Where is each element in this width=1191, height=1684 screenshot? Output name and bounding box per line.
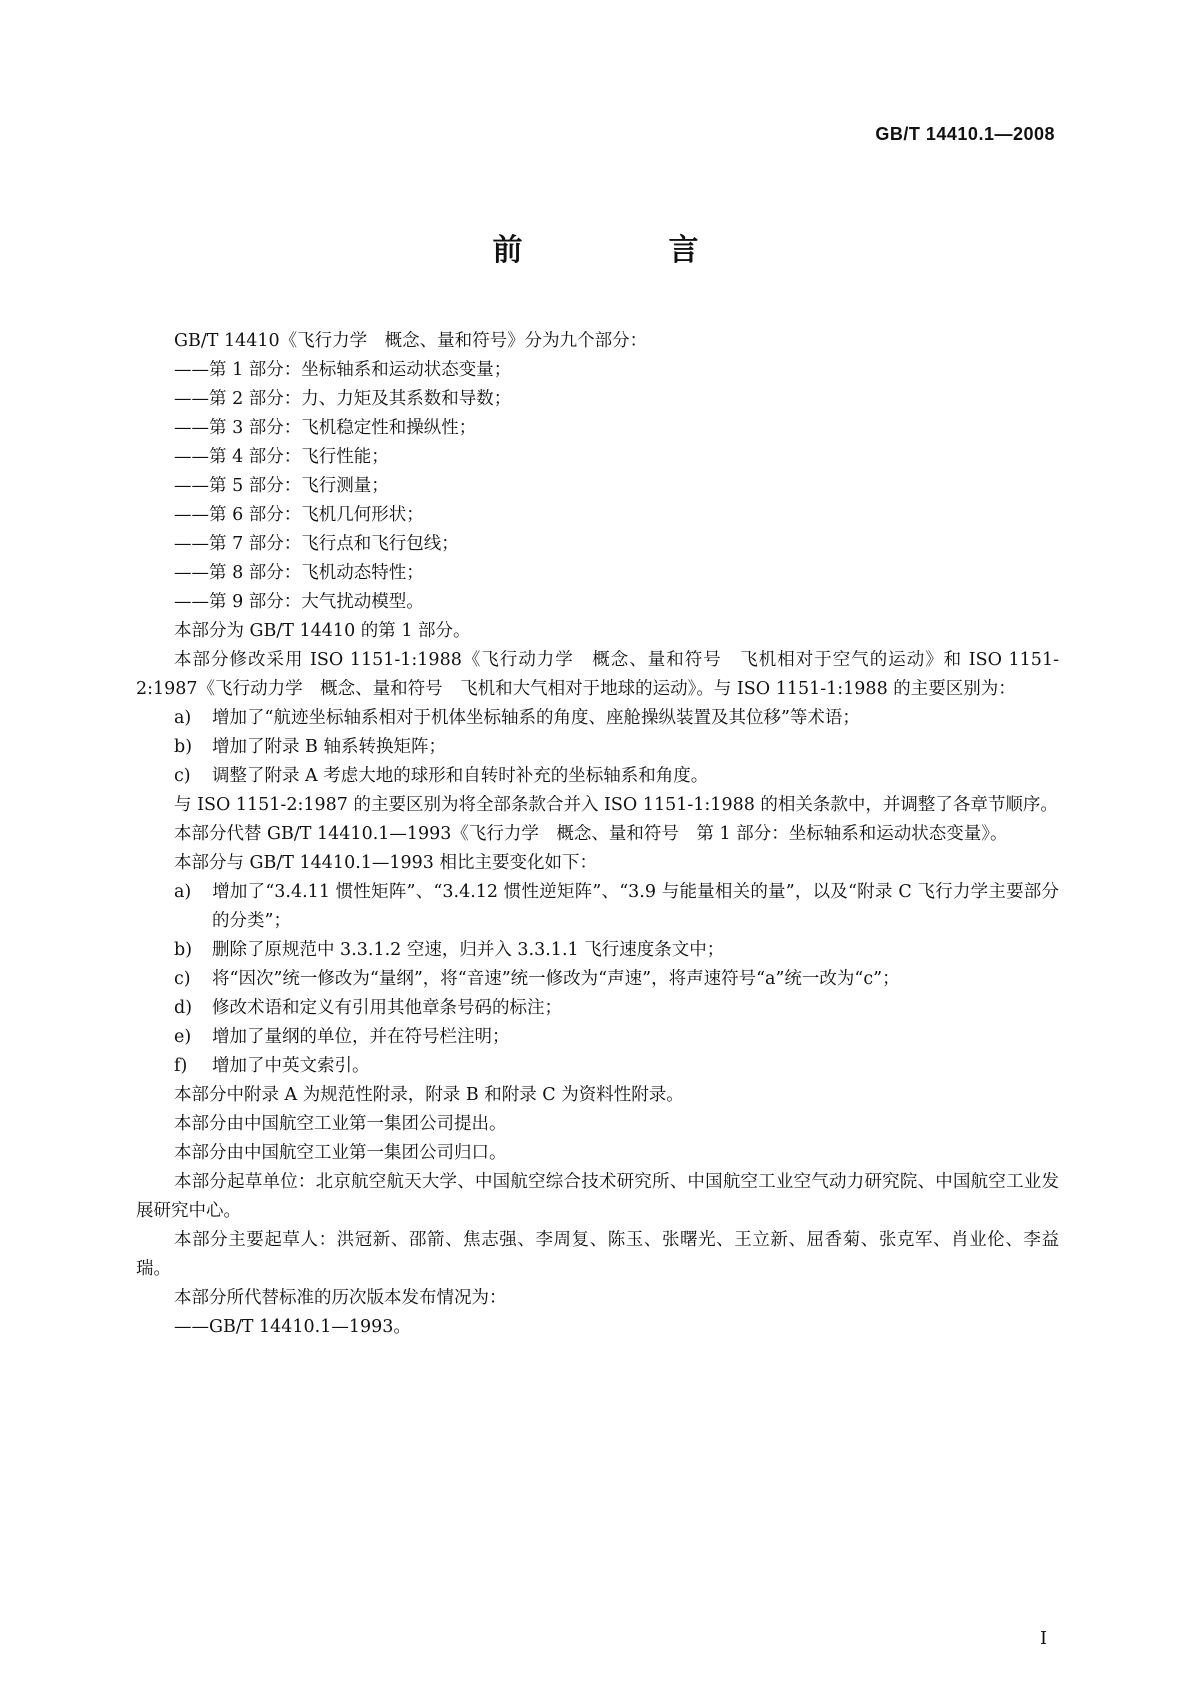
changes-paragraph: 本部分与 GB/T 14410.1—1993 相比主要变化如下： — [174, 853, 597, 873]
item-label: c) — [174, 766, 191, 786]
change-item — [136, 1023, 1059, 1052]
drafters-paragraph: 本部分主要起草人：洪冠新、邵箭、焦志强、李周复、陈玉、张曙光、王立新、屈香菊、张克军、肖业伦、李益瑞。 — [136, 1230, 1059, 1279]
replace-paragraph: 本部分代替 GB/T 14410.1—1993《飞行力学 概念、量和符号 第 1 部分：坐标轴系和运动状态变量》。 — [174, 824, 1008, 844]
part-item: ——第 3 部分：飞机稳定性和操纵性； — [174, 418, 477, 438]
foreword-body — [136, 327, 1059, 1342]
part-item: ——第 6 部分：飞机几何形状； — [174, 505, 424, 525]
page-number: I — [1040, 1628, 1048, 1649]
history-item: ——GB/T 14410.1—1993。 — [174, 1317, 411, 1337]
part1-paragraph: 本部分为 GB/T 14410 的第 1 部分。 — [174, 621, 471, 641]
iso-paragraph: 本部分修改采用 ISO 1151-1:1988《飞行动力学 概念、量和符号 飞机相对于空气的运动》和 ISO 1151-2:1987《飞行动力学 概念、量和符号 飞机和大气相对于地球的运动》。与 ISO 1151-1:1988 的主要区别为： — [136, 650, 1059, 699]
part-item: ——第 4 部分：飞行性能； — [174, 447, 389, 467]
item-label: a) — [174, 882, 192, 902]
iso-diff-item — [136, 704, 1059, 733]
part-item: ——第 7 部分：飞行点和飞行包线； — [174, 534, 459, 554]
intro-paragraph: GB/T 14410《飞行力学 概念、量和符号》分为九个部分： — [174, 331, 648, 351]
item-text: 修改术语和定义有引用其他章条号码的标注； — [212, 998, 562, 1018]
item-text: 增加了量纲的单位，并在符号栏注明； — [212, 1027, 510, 1047]
annex-paragraph: 本部分中附录 A 为规范性附录，附录 B 和附录 C 为资料性附录。 — [174, 1085, 684, 1105]
part-item: ——第 1 部分：坐标轴系和运动状态变量； — [174, 360, 512, 380]
item-label: f) — [174, 1056, 188, 1076]
change-item — [136, 965, 1059, 994]
iso2-paragraph: 与 ISO 1151-2:1987 的主要区别为将全部条款合并入 ISO 1151-1:1988 的相关条款中，并调整了各章节顺序。 — [174, 795, 1058, 815]
item-label: b) — [174, 737, 193, 757]
page-title: 前 言 — [492, 233, 757, 268]
item-text: 增加了附录 B 轴系转换矩阵； — [212, 737, 446, 757]
item-text: 增加了“航迹坐标轴系相对于机体坐标轴系的角度、座舱操纵装置及其位移”等术语； — [212, 708, 860, 728]
item-text: 增加了中英文索引。 — [212, 1056, 370, 1076]
standard-code: GB/T 14410.1—2008 — [875, 124, 1055, 144]
item-label: c) — [174, 969, 191, 989]
proposer-paragraph: 本部分由中国航空工业第一集团公司提出。 — [174, 1114, 507, 1134]
iso-diff-item — [136, 733, 1059, 762]
change-item — [136, 878, 1059, 936]
part-item: ——第 2 部分：力、力矩及其系数和导数； — [174, 389, 512, 409]
history-paragraph: 本部分所代替标准的历次版本发布情况为： — [174, 1288, 507, 1308]
item-text: 调整了附录 A 考虑大地的球形和自转时补充的坐标轴系和角度。 — [212, 766, 709, 786]
drafting-units-paragraph: 本部分起草单位：北京航空航天大学、中国航空综合技术研究所、中国航空工业空气动力研究院、中国航空工业发展研究中心。 — [136, 1172, 1059, 1221]
item-label: e) — [174, 1027, 192, 1047]
iso-diff-item — [136, 762, 1059, 791]
item-text: 增加了“3.4.11 惯性矩阵”、“3.4.12 惯性逆矩阵”、“3.9 与能量相关的量”，以及“附录 C 飞行力学主要部分的分类”； — [212, 882, 1059, 931]
part-item: ——第 5 部分：飞行测量； — [174, 476, 389, 496]
item-label: a) — [174, 708, 192, 728]
change-item — [136, 994, 1059, 1023]
item-text: 将“因次”统一修改为“量纲”，将“音速”统一修改为“声速”，将声速符号“a”统一改为“c”； — [212, 969, 900, 989]
item-text: 删除了原规范中 3.3.1.2 空速，归并入 3.3.1.1 飞行速度条文中； — [212, 940, 725, 960]
item-label: b) — [174, 940, 193, 960]
item-label: d) — [174, 998, 193, 1018]
part-item: ——第 8 部分：飞机动态特性； — [174, 563, 424, 583]
change-item — [136, 936, 1059, 965]
change-item — [136, 1052, 1059, 1081]
part-item: ——第 9 部分：大气扰动模型。 — [174, 592, 424, 612]
centralized-paragraph: 本部分由中国航空工业第一集团公司归口。 — [174, 1143, 507, 1163]
